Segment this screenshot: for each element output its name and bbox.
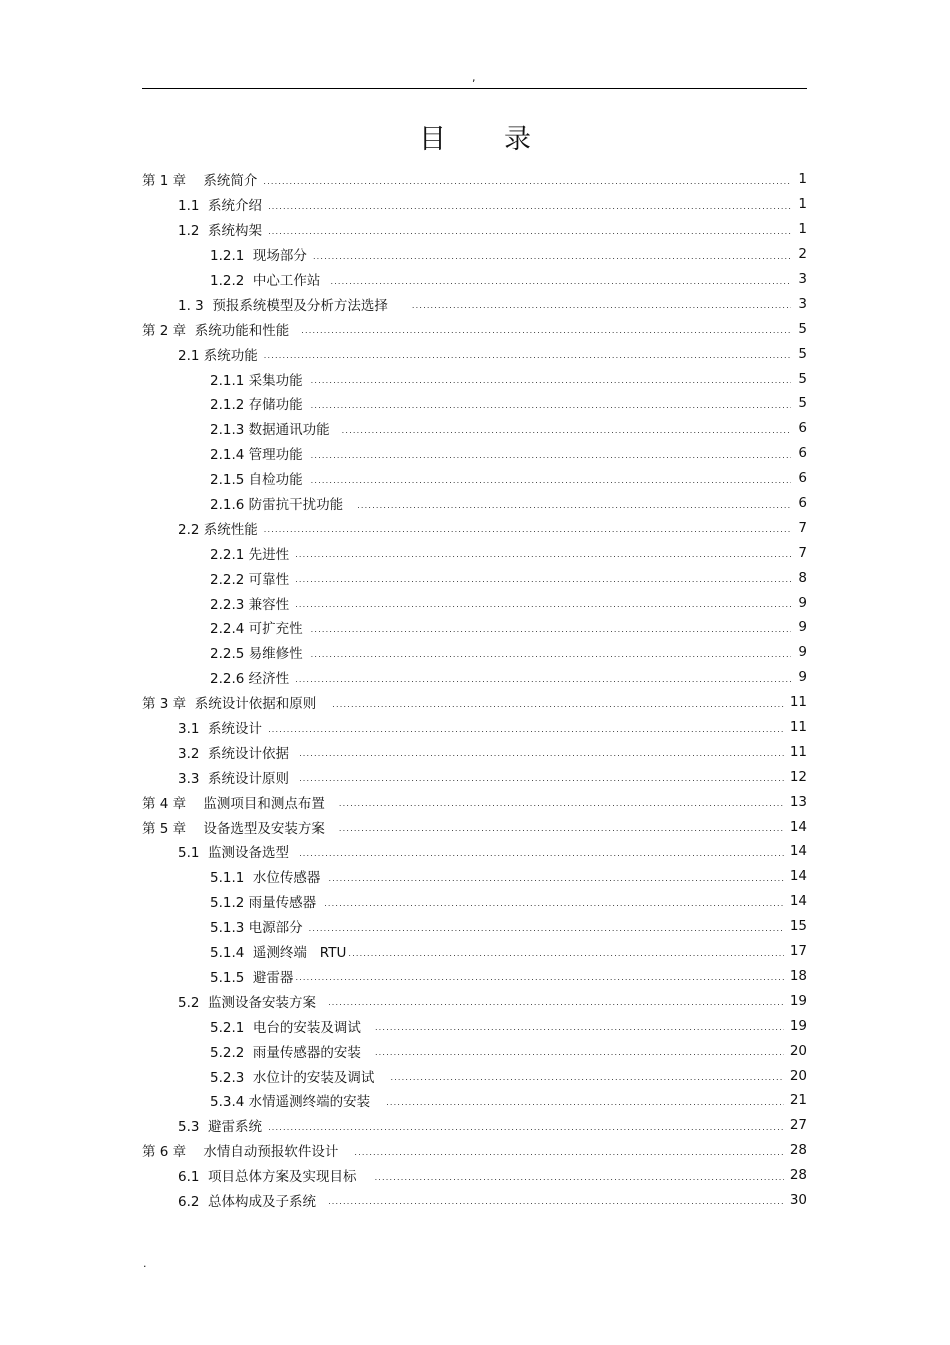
toc-entry-label: 1.2 系统构架 — [178, 223, 263, 240]
toc-entry-page: 21 — [789, 1092, 807, 1109]
toc-list — [142, 167, 807, 1212]
toc-entry-label: 第 1 章 系统简介 — [142, 173, 258, 190]
toc-entry[interactable] — [142, 291, 807, 316]
dot-leader — [309, 924, 784, 933]
toc-entry-page: 5 — [798, 320, 807, 337]
toc-entry-label: 5.3 避雷系统 — [178, 1119, 263, 1136]
toc-entry-label: 3.3 系统设计原则 — [178, 770, 290, 787]
dot-leader — [295, 550, 791, 559]
toc-entry-label: 5.1.2 雨量传感器 — [210, 895, 317, 912]
dot-leader — [342, 426, 791, 435]
dot-leader — [339, 824, 784, 833]
toc-entry[interactable] — [142, 1088, 807, 1113]
toc-entry-page: 6 — [798, 420, 807, 437]
dot-leader — [357, 501, 791, 510]
dot-leader — [375, 1173, 784, 1182]
toc-entry-page: 28 — [789, 1167, 807, 1184]
dot-leader — [264, 525, 791, 534]
toc-entry-label: 6.1 项目总体方案及实现目标 — [178, 1169, 357, 1186]
toc-entry[interactable] — [142, 615, 807, 640]
dot-leader — [299, 849, 784, 858]
toc-entry-page: 3 — [798, 295, 807, 312]
toc-entry[interactable] — [142, 1038, 807, 1063]
toc-entry-page: 17 — [789, 943, 807, 960]
toc-entry-label: 2.1.1 采集功能 — [210, 372, 303, 389]
toc-entry-page: 5 — [798, 395, 807, 412]
dot-leader — [299, 774, 784, 783]
dot-leader — [375, 1048, 784, 1057]
dot-leader — [311, 376, 791, 385]
toc-entry-page: 11 — [789, 694, 807, 711]
dot-leader — [295, 575, 791, 584]
dot-leader — [354, 1148, 783, 1157]
dot-leader — [311, 451, 791, 460]
toc-entry[interactable] — [142, 988, 807, 1013]
toc-entry[interactable] — [142, 739, 807, 764]
toc-title: 目录 — [419, 124, 589, 155]
toc-entry-page: 11 — [789, 743, 807, 760]
toc-entry-label: 第 2 章 系统功能和性能 — [142, 322, 290, 339]
dot-leader — [332, 700, 784, 709]
toc-entry-label: 第 5 章 设备选型及安装方案 — [142, 820, 325, 837]
toc-entry-page: 2 — [798, 246, 807, 263]
toc-entry-page: 5 — [798, 370, 807, 387]
dot-leader — [264, 351, 791, 360]
dot-leader — [328, 874, 783, 883]
toc-entry-page: 14 — [789, 818, 807, 835]
toc-entry-label: 2.2.1 先进性 — [210, 546, 290, 563]
toc-entry[interactable] — [142, 466, 807, 491]
toc-entry[interactable] — [142, 540, 807, 565]
toc-entry-label: 3.2 系统设计依据 — [178, 745, 290, 762]
toc-entry-label: 5.3.4 水情遥测终端的安装 — [210, 1094, 371, 1111]
dot-leader — [412, 301, 791, 310]
toc-entry-page: 20 — [789, 1042, 807, 1059]
toc-entry[interactable] — [142, 964, 807, 989]
toc-entry-label: 5.2.3 水位计的安装及调试 — [210, 1069, 375, 1086]
toc-entry[interactable] — [142, 267, 807, 292]
dot-leader — [311, 650, 791, 659]
toc-entry-label: 2.2.5 易维修性 — [210, 646, 303, 663]
toc-entry-page: 28 — [789, 1142, 807, 1159]
toc-entry-page: 1 — [798, 171, 807, 188]
toc-entry-label: 1.2.2 中心工作站 — [210, 273, 321, 289]
toc-entry-label: 2.1.3 数据通讯功能 — [210, 422, 330, 439]
toc-entry[interactable] — [142, 341, 807, 366]
toc-entry-page: 6 — [798, 495, 807, 512]
toc-entry[interactable] — [142, 1188, 807, 1213]
toc-entry[interactable] — [142, 839, 807, 864]
toc-entry[interactable] — [142, 715, 807, 740]
dot-leader — [295, 600, 791, 609]
toc-entry[interactable] — [142, 764, 807, 789]
toc-entry-page: 27 — [789, 1117, 807, 1134]
dot-leader — [324, 899, 784, 908]
dot-leader — [268, 725, 784, 734]
toc-entry[interactable] — [142, 1113, 807, 1138]
dot-leader — [263, 177, 791, 186]
toc-entry-label: 5.1.5 避雷器 — [210, 969, 294, 986]
toc-entry[interactable] — [142, 939, 807, 964]
toc-entry[interactable] — [142, 515, 807, 540]
toc-entry[interactable] — [142, 441, 807, 466]
toc-entry-label: 3.1 系统设计 — [178, 721, 263, 738]
toc-entry-label: 5.2 监测设备安装方案 — [178, 994, 317, 1011]
toc-entry[interactable] — [142, 192, 807, 217]
toc-entry[interactable] — [142, 242, 807, 267]
dot-leader — [268, 1123, 784, 1132]
toc-entry-page: 14 — [789, 893, 807, 910]
dot-leader — [313, 252, 791, 261]
dot-leader — [268, 202, 791, 211]
dot-leader — [339, 799, 784, 808]
toc-entry-label: 2.1.2 存储功能 — [210, 397, 303, 414]
toc-entry-label: 2.1.4 管理功能 — [210, 447, 303, 464]
toc-entry-label: 1.2.1 现场部分 — [210, 248, 307, 265]
dot-leader — [299, 749, 784, 758]
dot-leader — [375, 1023, 784, 1032]
toc-entry-label: 5.1.1 水位传感器 — [210, 870, 321, 887]
toc-entry-page: 18 — [789, 967, 807, 984]
toc-entry[interactable] — [142, 1163, 807, 1188]
toc-entry-label: 5.1.4 遥测终端 RTU — [210, 945, 347, 962]
header-rule — [142, 88, 807, 89]
dot-leader — [311, 476, 791, 485]
toc-entry-label: 2.1 系统功能 — [178, 347, 258, 364]
toc-entry-label: 5.2.2 雨量传感器的安装 — [210, 1044, 361, 1061]
toc-entry-page: 30 — [789, 1191, 807, 1208]
toc-entry-label: 2.1.6 防雷抗干扰功能 — [210, 497, 344, 514]
toc-entry-page: 1 — [798, 221, 807, 238]
dot-leader — [328, 998, 784, 1007]
dot-leader — [311, 625, 791, 634]
toc-entry[interactable] — [142, 1013, 807, 1038]
toc-entry-label: 5.1.3 电源部分 — [210, 920, 303, 937]
toc-entry-page: 13 — [789, 793, 807, 810]
toc-entry-page: 5 — [798, 345, 807, 362]
toc-entry-label: 2.2.4 可扩充性 — [210, 621, 303, 638]
dot-leader — [295, 675, 791, 684]
toc-entry-page: 7 — [798, 519, 807, 536]
toc-entry-page: 8 — [798, 569, 807, 586]
dot-leader — [301, 326, 791, 335]
toc-entry-page: 1 — [798, 196, 807, 213]
footer-mark: . — [143, 1257, 147, 1270]
toc-entry-page: 19 — [789, 992, 807, 1009]
toc-entry[interactable] — [142, 316, 807, 341]
dot-leader — [311, 401, 791, 410]
toc-entry-label: 1.1 系统介绍 — [178, 198, 263, 215]
toc-entry[interactable] — [142, 914, 807, 939]
toc-entry-page: 20 — [789, 1067, 807, 1084]
toc-entry-page: 19 — [789, 1017, 807, 1034]
toc-entry-label: 5.2.1 电台的安装及调试 — [210, 1019, 361, 1036]
header-mark: , — [472, 71, 476, 84]
toc-entry-page: 12 — [789, 768, 807, 785]
toc-entry[interactable] — [142, 217, 807, 242]
toc-entry-page: 9 — [798, 669, 807, 686]
toc-entry[interactable] — [142, 391, 807, 416]
dot-leader — [386, 1098, 784, 1107]
toc-entry[interactable] — [142, 665, 807, 690]
toc-entry-page: 6 — [798, 470, 807, 487]
toc-entry[interactable] — [142, 1063, 807, 1088]
toc-entry[interactable] — [142, 789, 807, 814]
toc-entry-label: 2.2.3 兼容性 — [210, 596, 290, 613]
toc-entry[interactable] — [142, 565, 807, 590]
toc-entry-label: 5.1 监测设备选型 — [178, 845, 290, 862]
toc-entry-label: 2.2.6 经济性 — [210, 671, 290, 688]
toc-entry-page: 9 — [798, 644, 807, 661]
toc-entry-page: 7 — [798, 544, 807, 561]
toc-entry-page: 9 — [798, 594, 807, 611]
toc-entry-page: 6 — [798, 445, 807, 462]
toc-entry[interactable] — [142, 690, 807, 715]
toc-entry[interactable] — [142, 491, 807, 516]
toc-entry-page: 15 — [789, 918, 807, 935]
toc-entry-page: 9 — [798, 619, 807, 636]
toc-entry[interactable] — [142, 889, 807, 914]
toc-entry-label: 第 3 章 系统设计依据和原则 — [142, 696, 317, 713]
dot-leader — [330, 277, 791, 286]
toc-entry-label: 第 6 章 水情自动预报软件设计 — [142, 1144, 339, 1161]
toc-entry-label: 2.1.5 自检功能 — [210, 472, 303, 489]
toc-entry-page: 14 — [789, 843, 807, 860]
toc-entry-label: 2.2 系统性能 — [178, 521, 258, 538]
toc-entry[interactable] — [142, 590, 807, 615]
toc-entry[interactable] — [142, 167, 807, 192]
dot-leader — [268, 227, 791, 236]
toc-entry[interactable] — [142, 640, 807, 665]
toc-entry[interactable] — [142, 366, 807, 391]
dot-leader — [348, 949, 783, 958]
toc-entry[interactable] — [142, 814, 807, 839]
dot-leader — [295, 973, 783, 982]
toc-entry-page: 11 — [789, 719, 807, 736]
toc-entry-label: 1. 3 预报系统模型及分析方法选择 — [178, 297, 388, 314]
toc-entry-page: 3 — [798, 271, 807, 287]
toc-entry[interactable] — [142, 1138, 807, 1163]
toc-entry-label: 2.2.2 可靠性 — [210, 571, 290, 588]
toc-entry-page: 14 — [789, 868, 807, 885]
toc-entry-label: 6.2 总体构成及子系统 — [178, 1193, 317, 1210]
dot-leader — [390, 1073, 783, 1082]
toc-entry-label: 第 4 章 监测项目和测点布置 — [142, 795, 325, 812]
toc-entry[interactable] — [142, 864, 807, 889]
dot-leader — [328, 1197, 784, 1206]
toc-entry[interactable] — [142, 416, 807, 441]
